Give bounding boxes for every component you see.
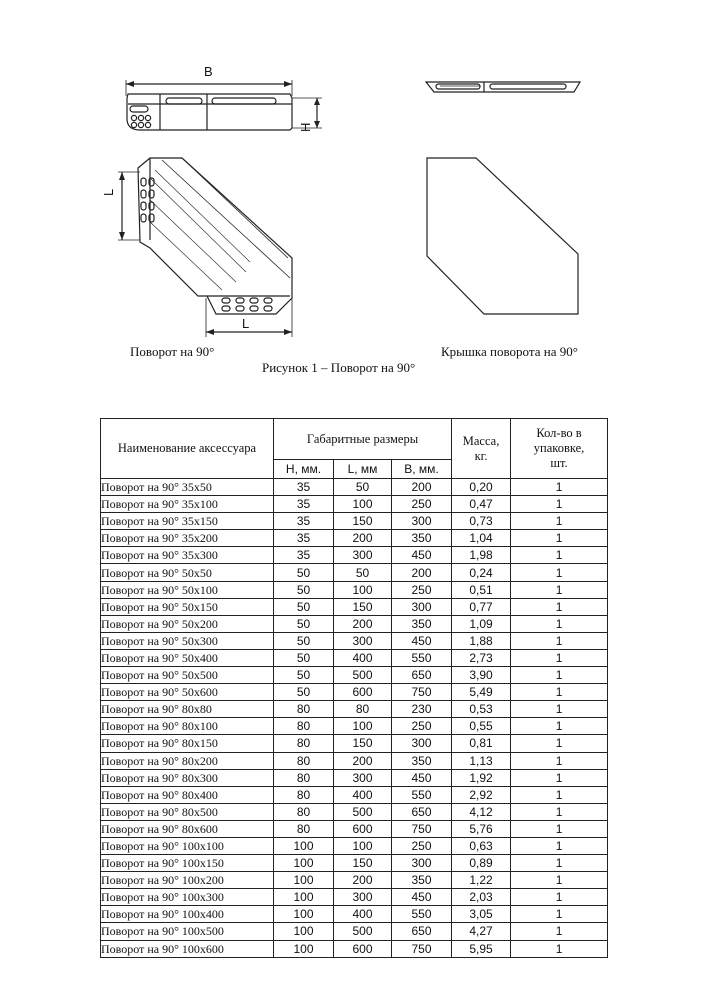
cell-qty: 1	[511, 667, 608, 684]
cell-name: Поворот на 90° 50x200	[101, 615, 274, 632]
cell-l: 150	[334, 855, 392, 872]
cell-h: 100	[274, 837, 334, 854]
cell-b: 550	[392, 906, 452, 923]
cell-l: 150	[334, 598, 392, 615]
cell-b: 750	[392, 820, 452, 837]
cell-name: Поворот на 90° 50x100	[101, 581, 274, 598]
cell-h: 35	[274, 513, 334, 530]
table-row	[101, 547, 608, 564]
table-row	[101, 667, 608, 684]
cell-qty: 1	[511, 564, 608, 581]
cell-h: 50	[274, 667, 334, 684]
table-row	[101, 769, 608, 786]
cell-qty: 1	[511, 786, 608, 803]
cell-mass: 2,03	[452, 889, 511, 906]
table-row	[101, 684, 608, 701]
cell-mass: 5,49	[452, 684, 511, 701]
cell-b: 250	[392, 581, 452, 598]
cell-l: 400	[334, 906, 392, 923]
cell-l: 500	[334, 923, 392, 940]
header-h: H, мм.	[274, 460, 334, 479]
cell-h: 35	[274, 547, 334, 564]
cell-mass: 0,47	[452, 496, 511, 513]
cell-qty: 1	[511, 479, 608, 496]
cell-h: 80	[274, 786, 334, 803]
cell-name: Поворот на 90° 50x150	[101, 598, 274, 615]
cell-mass: 0,73	[452, 513, 511, 530]
cell-name: Поворот на 90° 35x50	[101, 479, 274, 496]
cell-l: 300	[334, 547, 392, 564]
cell-b: 650	[392, 803, 452, 820]
cell-b: 350	[392, 872, 452, 889]
cell-name: Поворот на 90° 100x200	[101, 872, 274, 889]
cell-h: 80	[274, 735, 334, 752]
cell-h: 100	[274, 906, 334, 923]
cell-mass: 1,98	[452, 547, 511, 564]
cell-qty: 1	[511, 855, 608, 872]
cell-h: 80	[274, 803, 334, 820]
cell-l: 150	[334, 513, 392, 530]
cell-l: 200	[334, 752, 392, 769]
cell-qty: 1	[511, 530, 608, 547]
cell-name: Поворот на 90° 35x300	[101, 547, 274, 564]
cell-mass: 3,05	[452, 906, 511, 923]
cell-name: Поворот на 90° 50x600	[101, 684, 274, 701]
cell-b: 350	[392, 615, 452, 632]
cell-l: 100	[334, 837, 392, 854]
cell-h: 50	[274, 598, 334, 615]
cover-caption: Крышка поворота на 90°	[441, 344, 578, 359]
cell-qty: 1	[511, 769, 608, 786]
table-row	[101, 786, 608, 803]
cell-l: 50	[334, 564, 392, 581]
table-row	[101, 855, 608, 872]
cell-qty: 1	[511, 632, 608, 649]
cell-h: 50	[274, 615, 334, 632]
cell-mass: 1,88	[452, 632, 511, 649]
cell-h: 50	[274, 564, 334, 581]
cell-b: 250	[392, 718, 452, 735]
cell-l: 600	[334, 684, 392, 701]
turn-caption: Поворот на 90°	[130, 344, 215, 359]
cell-h: 35	[274, 496, 334, 513]
cell-h: 80	[274, 701, 334, 718]
cell-qty: 1	[511, 547, 608, 564]
cell-b: 550	[392, 649, 452, 666]
table-row	[101, 820, 608, 837]
table-row	[101, 872, 608, 889]
cell-b: 200	[392, 479, 452, 496]
figure-caption: Рисунок 1 – Поворот на 90°	[262, 360, 416, 375]
cell-qty: 1	[511, 581, 608, 598]
cell-qty: 1	[511, 513, 608, 530]
side-view-drawing	[126, 80, 322, 130]
header-l: L, мм	[334, 460, 392, 479]
header-mass: Масса, кг.	[452, 419, 511, 479]
cell-h: 50	[274, 684, 334, 701]
table-row	[101, 530, 608, 547]
cell-h: 100	[274, 940, 334, 957]
cell-qty: 1	[511, 803, 608, 820]
cell-mass: 2,92	[452, 786, 511, 803]
cell-b: 550	[392, 786, 452, 803]
cell-mass: 0,51	[452, 581, 511, 598]
cell-name: Поворот на 90° 50x300	[101, 632, 274, 649]
cell-qty: 1	[511, 940, 608, 957]
table-row	[101, 735, 608, 752]
cell-qty: 1	[511, 820, 608, 837]
cell-qty: 1	[511, 837, 608, 854]
table-row	[101, 513, 608, 530]
cell-b: 650	[392, 923, 452, 940]
cell-mass: 0,53	[452, 701, 511, 718]
cell-h: 50	[274, 649, 334, 666]
cell-b: 300	[392, 598, 452, 615]
table-row	[101, 581, 608, 598]
cell-b: 450	[392, 889, 452, 906]
cell-qty: 1	[511, 649, 608, 666]
header-b: B, мм.	[392, 460, 452, 479]
cell-mass: 1,13	[452, 752, 511, 769]
cell-mass: 3,90	[452, 667, 511, 684]
cell-qty: 1	[511, 889, 608, 906]
cell-qty: 1	[511, 598, 608, 615]
dimension-l-bottom-label: L	[242, 316, 250, 331]
cell-h: 35	[274, 479, 334, 496]
table-row	[101, 479, 608, 496]
spec-table	[100, 418, 608, 958]
cell-b: 300	[392, 513, 452, 530]
cell-b: 350	[392, 530, 452, 547]
cell-name: Поворот на 90° 80x400	[101, 786, 274, 803]
table-row	[101, 649, 608, 666]
cell-b: 230	[392, 701, 452, 718]
cell-b: 650	[392, 667, 452, 684]
cell-mass: 2,73	[452, 649, 511, 666]
cell-name: Поворот на 90° 50x400	[101, 649, 274, 666]
cell-l: 300	[334, 769, 392, 786]
cell-mass: 1,22	[452, 872, 511, 889]
cell-l: 200	[334, 872, 392, 889]
cell-qty: 1	[511, 496, 608, 513]
cell-l: 400	[334, 649, 392, 666]
cell-mass: 4,12	[452, 803, 511, 820]
cell-h: 100	[274, 923, 334, 940]
cell-h: 50	[274, 632, 334, 649]
cell-mass: 0,63	[452, 837, 511, 854]
cell-l: 500	[334, 667, 392, 684]
cell-b: 450	[392, 769, 452, 786]
cell-l: 150	[334, 735, 392, 752]
cell-l: 400	[334, 786, 392, 803]
cell-b: 250	[392, 496, 452, 513]
table-row	[101, 598, 608, 615]
cell-name: Поворот на 90° 80x600	[101, 820, 274, 837]
cell-name: Поворот на 90° 100x400	[101, 906, 274, 923]
cell-l: 80	[334, 701, 392, 718]
cell-b: 350	[392, 752, 452, 769]
cell-name: Поворот на 90° 80x300	[101, 769, 274, 786]
cell-name: Поворот на 90° 50x50	[101, 564, 274, 581]
dimension-b-label: B	[204, 64, 213, 79]
cell-b: 750	[392, 940, 452, 957]
table-row	[101, 718, 608, 735]
cell-qty: 1	[511, 701, 608, 718]
table-row	[101, 803, 608, 820]
table-row	[101, 632, 608, 649]
cell-h: 80	[274, 718, 334, 735]
top-view-drawing	[118, 158, 292, 337]
header-name: Наименование аксессуара	[101, 419, 274, 479]
cell-mass: 0,77	[452, 598, 511, 615]
cell-h: 100	[274, 872, 334, 889]
cell-qty: 1	[511, 872, 608, 889]
table-row	[101, 564, 608, 581]
cell-h: 80	[274, 752, 334, 769]
cell-mass: 1,92	[452, 769, 511, 786]
cell-h: 50	[274, 581, 334, 598]
cell-l: 600	[334, 940, 392, 957]
header-qty: Кол-во в упаковке, шт.	[511, 419, 608, 479]
cell-name: Поворот на 90° 100x100	[101, 837, 274, 854]
cell-name: Поворот на 90° 100x500	[101, 923, 274, 940]
cell-qty: 1	[511, 735, 608, 752]
cell-name: Поворот на 90° 35x100	[101, 496, 274, 513]
cell-name: Поворот на 90° 50x500	[101, 667, 274, 684]
cell-name: Поворот на 90° 100x300	[101, 889, 274, 906]
table-row	[101, 940, 608, 957]
cell-qty: 1	[511, 684, 608, 701]
cell-mass: 0,24	[452, 564, 511, 581]
cell-h: 100	[274, 889, 334, 906]
cell-h: 80	[274, 769, 334, 786]
cell-l: 200	[334, 530, 392, 547]
cover-side-drawing	[426, 82, 580, 92]
cell-name: Поворот на 90° 80x80	[101, 701, 274, 718]
cell-l: 100	[334, 581, 392, 598]
cell-l: 500	[334, 803, 392, 820]
cover-top-drawing	[427, 158, 578, 314]
cell-h: 80	[274, 820, 334, 837]
cell-mass: 4,27	[452, 923, 511, 940]
table-row	[101, 906, 608, 923]
table-header-row	[101, 419, 608, 460]
cell-name: Поворот на 90° 100x600	[101, 940, 274, 957]
cell-b: 450	[392, 632, 452, 649]
cell-qty: 1	[511, 718, 608, 735]
cell-l: 200	[334, 615, 392, 632]
dimension-l-left-label: L	[101, 188, 116, 196]
table-row	[101, 923, 608, 940]
table-row	[101, 615, 608, 632]
cell-qty: 1	[511, 615, 608, 632]
cell-l: 600	[334, 820, 392, 837]
cell-qty: 1	[511, 906, 608, 923]
cell-name: Поворот на 90° 80x100	[101, 718, 274, 735]
cell-qty: 1	[511, 752, 608, 769]
cell-b: 750	[392, 684, 452, 701]
dimension-h-label: H	[298, 122, 313, 132]
cell-l: 50	[334, 479, 392, 496]
cell-b: 450	[392, 547, 452, 564]
cell-name: Поворот на 90° 100x150	[101, 855, 274, 872]
cell-mass: 0,55	[452, 718, 511, 735]
cell-mass: 5,95	[452, 940, 511, 957]
cell-h: 35	[274, 530, 334, 547]
cell-mass: 5,76	[452, 820, 511, 837]
table-row	[101, 889, 608, 906]
cell-name: Поворот на 90° 35x150	[101, 513, 274, 530]
cell-l: 100	[334, 718, 392, 735]
cell-name: Поворот на 90° 80x500	[101, 803, 274, 820]
header-dimensions: Габаритные размеры	[274, 419, 452, 460]
table-row	[101, 837, 608, 854]
cell-mass: 1,09	[452, 615, 511, 632]
cell-mass: 0,20	[452, 479, 511, 496]
cell-h: 100	[274, 855, 334, 872]
cell-qty: 1	[511, 923, 608, 940]
cell-l: 100	[334, 496, 392, 513]
table-row	[101, 701, 608, 718]
cell-b: 300	[392, 735, 452, 752]
cell-b: 250	[392, 837, 452, 854]
cell-l: 300	[334, 632, 392, 649]
cell-l: 300	[334, 889, 392, 906]
table-row	[101, 496, 608, 513]
cell-mass: 1,04	[452, 530, 511, 547]
cell-name: Поворот на 90° 35x200	[101, 530, 274, 547]
cell-name: Поворот на 90° 80x200	[101, 752, 274, 769]
cell-b: 300	[392, 855, 452, 872]
cell-mass: 0,89	[452, 855, 511, 872]
table-row	[101, 752, 608, 769]
cell-b: 200	[392, 564, 452, 581]
cell-mass: 0,81	[452, 735, 511, 752]
cell-name: Поворот на 90° 80x150	[101, 735, 274, 752]
